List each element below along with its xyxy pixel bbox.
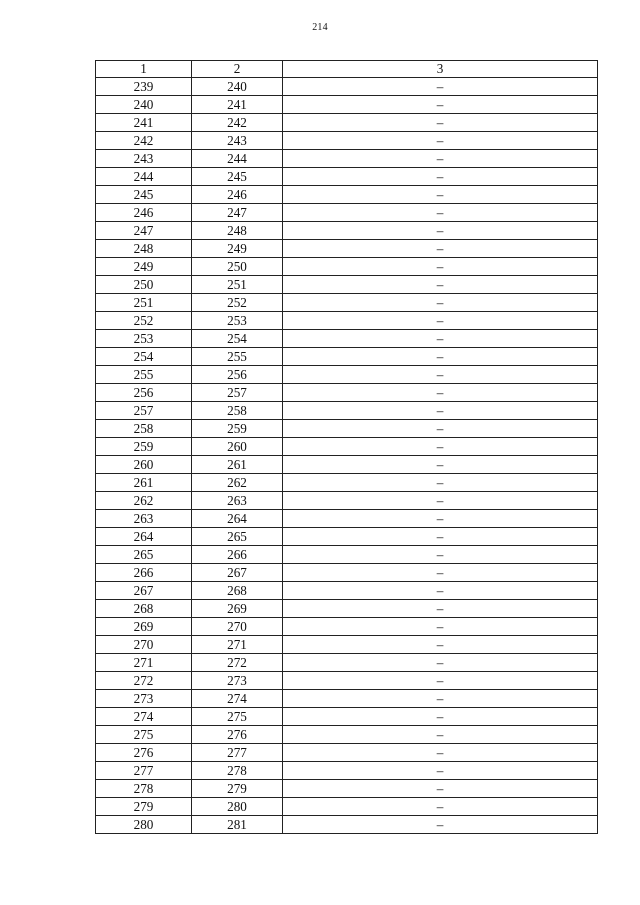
table-cell-col-2: 273 (192, 672, 283, 690)
table-cell-col-1: 248 (96, 240, 192, 258)
table-row (96, 348, 598, 366)
table-cell-col-1: 267 (96, 582, 192, 600)
table-cell-col-3: – (283, 366, 598, 384)
table-cell-col-3: – (283, 798, 598, 816)
table-cell-col-2: 275 (192, 708, 283, 726)
table-row (96, 726, 598, 744)
data-table-container (95, 60, 597, 834)
table-cell-col-3: – (283, 240, 598, 258)
table-cell-col-1: 275 (96, 726, 192, 744)
column-header-2: 2 (192, 61, 283, 78)
table-cell-col-2: 250 (192, 258, 283, 276)
table-row (96, 204, 598, 222)
table-cell-col-3: – (283, 114, 598, 132)
table-cell-col-3: – (283, 672, 598, 690)
table-cell-col-2: 243 (192, 132, 283, 150)
table-row (96, 222, 598, 240)
table-cell-col-3: – (283, 312, 598, 330)
table-cell-col-3: – (283, 438, 598, 456)
table-cell-col-1: 247 (96, 222, 192, 240)
table-cell-col-3: – (283, 582, 598, 600)
table-cell-col-2: 258 (192, 402, 283, 420)
table-cell-col-1: 271 (96, 654, 192, 672)
table-cell-col-3: – (283, 708, 598, 726)
table-row (96, 384, 598, 402)
table-cell-col-3: – (283, 546, 598, 564)
table-cell-col-1: 245 (96, 186, 192, 204)
table-cell-col-3: – (283, 636, 598, 654)
table-row (96, 150, 598, 168)
table-cell-col-1: 240 (96, 96, 192, 114)
table-row (96, 240, 598, 258)
table-cell-col-1: 258 (96, 420, 192, 438)
table-cell-col-3: – (283, 492, 598, 510)
table-cell-col-1: 278 (96, 780, 192, 798)
table-cell-col-3: – (283, 96, 598, 114)
table-cell-col-1: 261 (96, 474, 192, 492)
table-cell-col-2: 256 (192, 366, 283, 384)
table-cell-col-3: – (283, 204, 598, 222)
table-cell-col-3: – (283, 294, 598, 312)
table-cell-col-1: 250 (96, 276, 192, 294)
table-cell-col-2: 271 (192, 636, 283, 654)
table-row (96, 78, 598, 96)
table-cell-col-3: – (283, 132, 598, 150)
table-cell-col-3: – (283, 564, 598, 582)
table-row (96, 366, 598, 384)
table-cell-col-1: 246 (96, 204, 192, 222)
table-row (96, 276, 598, 294)
table-cell-col-3: – (283, 78, 598, 96)
table-row (96, 510, 598, 528)
table-cell-col-1: 242 (96, 132, 192, 150)
table-row (96, 402, 598, 420)
table-cell-col-1: 257 (96, 402, 192, 420)
table-cell-col-3: – (283, 618, 598, 636)
column-header-3: 3 (283, 61, 598, 78)
data-table (95, 60, 598, 834)
table-cell-col-1: 243 (96, 150, 192, 168)
table-cell-col-1: 262 (96, 492, 192, 510)
table-body (96, 78, 598, 834)
table-row (96, 654, 598, 672)
table-cell-col-3: – (283, 456, 598, 474)
table-cell-col-1: 266 (96, 564, 192, 582)
table-cell-col-2: 248 (192, 222, 283, 240)
table-cell-col-2: 263 (192, 492, 283, 510)
table-cell-col-1: 259 (96, 438, 192, 456)
table-row (96, 690, 598, 708)
table-cell-col-2: 278 (192, 762, 283, 780)
table-cell-col-3: – (283, 762, 598, 780)
table-cell-col-3: – (283, 348, 598, 366)
table-cell-col-1: 263 (96, 510, 192, 528)
table-cell-col-2: 259 (192, 420, 283, 438)
table-row (96, 672, 598, 690)
table-cell-col-2: 270 (192, 618, 283, 636)
table-cell-col-1: 269 (96, 618, 192, 636)
table-row (96, 312, 598, 330)
table-cell-col-2: 276 (192, 726, 283, 744)
table-cell-col-1: 272 (96, 672, 192, 690)
table-cell-col-3: – (283, 384, 598, 402)
table-cell-col-2: 245 (192, 168, 283, 186)
table-row (96, 132, 598, 150)
table-row (96, 114, 598, 132)
table-cell-col-2: 264 (192, 510, 283, 528)
table-cell-col-3: – (283, 780, 598, 798)
table-cell-col-1: 280 (96, 816, 192, 834)
table-row (96, 744, 598, 762)
table-cell-col-2: 279 (192, 780, 283, 798)
table-cell-col-2: 251 (192, 276, 283, 294)
table-cell-col-2: 240 (192, 78, 283, 96)
table-row (96, 708, 598, 726)
table-row (96, 186, 598, 204)
table-row (96, 438, 598, 456)
table-cell-col-1: 273 (96, 690, 192, 708)
table-cell-col-3: – (283, 528, 598, 546)
table-cell-col-2: 269 (192, 600, 283, 618)
table-row (96, 816, 598, 834)
table-cell-col-3: – (283, 276, 598, 294)
table-cell-col-2: 242 (192, 114, 283, 132)
table-cell-col-1: 279 (96, 798, 192, 816)
table-cell-col-2: 272 (192, 654, 283, 672)
table-cell-col-2: 257 (192, 384, 283, 402)
table-cell-col-2: 244 (192, 150, 283, 168)
table-row (96, 546, 598, 564)
table-cell-col-1: 265 (96, 546, 192, 564)
table-cell-col-1: 252 (96, 312, 192, 330)
page-number: 214 (312, 22, 328, 33)
table-cell-col-2: 252 (192, 294, 283, 312)
table-cell-col-1: 255 (96, 366, 192, 384)
table-cell-col-2: 254 (192, 330, 283, 348)
table-row (96, 582, 598, 600)
table-cell-col-2: 246 (192, 186, 283, 204)
table-row (96, 492, 598, 510)
table-cell-col-1: 256 (96, 384, 192, 402)
table-row (96, 600, 598, 618)
table-row (96, 564, 598, 582)
table-row (96, 636, 598, 654)
table-cell-col-2: 247 (192, 204, 283, 222)
table-cell-col-1: 241 (96, 114, 192, 132)
table-row (96, 168, 598, 186)
table-row (96, 330, 598, 348)
table-cell-col-2: 268 (192, 582, 283, 600)
table-cell-col-3: – (283, 654, 598, 672)
table-cell-col-3: – (283, 816, 598, 834)
table-cell-col-3: – (283, 258, 598, 276)
table-cell-col-1: 277 (96, 762, 192, 780)
table-cell-col-1: 239 (96, 78, 192, 96)
table-cell-col-1: 274 (96, 708, 192, 726)
table-cell-col-3: – (283, 150, 598, 168)
table-cell-col-2: 255 (192, 348, 283, 366)
table-row (96, 762, 598, 780)
table-row (96, 798, 598, 816)
table-header-row (96, 61, 598, 78)
table-row (96, 474, 598, 492)
table-cell-col-1: 249 (96, 258, 192, 276)
table-cell-col-2: 281 (192, 816, 283, 834)
table-cell-col-1: 260 (96, 456, 192, 474)
table-cell-col-1: 268 (96, 600, 192, 618)
table-cell-col-1: 270 (96, 636, 192, 654)
table-cell-col-2: 277 (192, 744, 283, 762)
table-cell-col-3: – (283, 420, 598, 438)
table-cell-col-2: 274 (192, 690, 283, 708)
table-cell-col-1: 264 (96, 528, 192, 546)
table-row (96, 96, 598, 114)
table-cell-col-2: 266 (192, 546, 283, 564)
table-cell-col-3: – (283, 330, 598, 348)
column-header-1: 1 (96, 61, 192, 78)
table-cell-col-3: – (283, 186, 598, 204)
table-cell-col-3: – (283, 168, 598, 186)
table-cell-col-2: 260 (192, 438, 283, 456)
table-cell-col-1: 253 (96, 330, 192, 348)
table-cell-col-1: 254 (96, 348, 192, 366)
table-cell-col-3: – (283, 600, 598, 618)
table-cell-col-2: 253 (192, 312, 283, 330)
table-cell-col-2: 249 (192, 240, 283, 258)
table-cell-col-2: 280 (192, 798, 283, 816)
table-cell-col-3: – (283, 402, 598, 420)
table-cell-col-2: 262 (192, 474, 283, 492)
table-cell-col-2: 261 (192, 456, 283, 474)
table-cell-col-3: – (283, 222, 598, 240)
table-cell-col-3: – (283, 744, 598, 762)
table-row (96, 618, 598, 636)
table-row (96, 780, 598, 798)
table-cell-col-2: 267 (192, 564, 283, 582)
table-cell-col-3: – (283, 474, 598, 492)
table-cell-col-3: – (283, 510, 598, 528)
table-row (96, 528, 598, 546)
table-cell-col-2: 241 (192, 96, 283, 114)
table-row (96, 420, 598, 438)
table-row (96, 456, 598, 474)
table-cell-col-1: 251 (96, 294, 192, 312)
table-row (96, 294, 598, 312)
table-row (96, 258, 598, 276)
table-cell-col-1: 276 (96, 744, 192, 762)
table-header (96, 61, 598, 78)
table-cell-col-3: – (283, 726, 598, 744)
table-cell-col-1: 244 (96, 168, 192, 186)
table-cell-col-3: – (283, 690, 598, 708)
table-cell-col-2: 265 (192, 528, 283, 546)
